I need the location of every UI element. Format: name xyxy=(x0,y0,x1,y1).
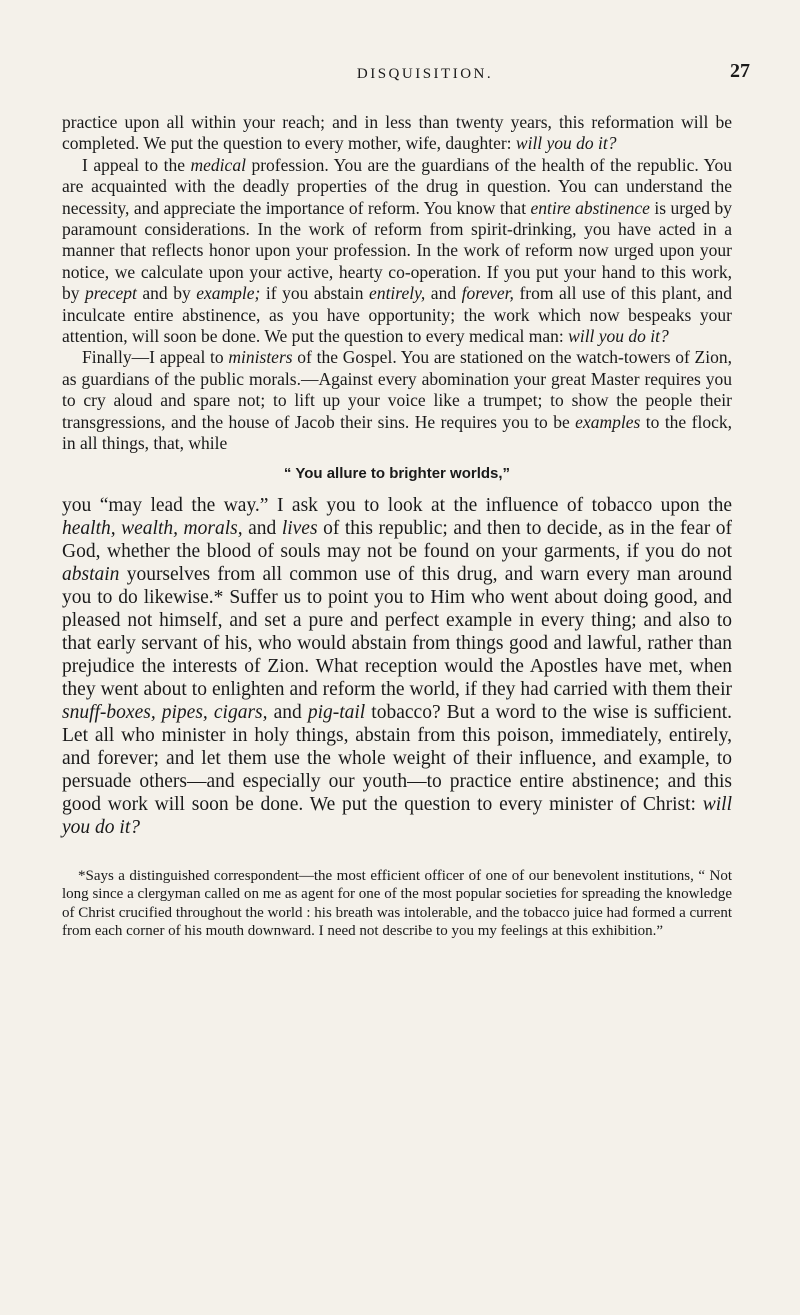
emphasis: entire abstinence xyxy=(530,197,650,218)
emphasis: will you do it? xyxy=(515,133,617,154)
text-run: and xyxy=(425,283,462,304)
emphasis: examples xyxy=(575,411,641,432)
emphasis: medical xyxy=(190,154,246,175)
emphasis: health, wealth, morals, xyxy=(62,517,243,539)
text-run: and xyxy=(267,701,308,723)
emphasis: snuff-boxes, pipes, cigars, xyxy=(62,701,268,723)
paragraph-ministers xyxy=(62,347,732,454)
text-run: tobacco? But a word to the wise is sufficient. Let all who minister in holy things, abstain from this poison, immediately, entirely, and forever; and let them use the whole weight of their influence, and example, to persuade others—and especially our youth—to practice entire abstinence; and this good work will soon be done. We put the question to every minister of Christ: xyxy=(62,701,732,815)
paragraph-mothers xyxy=(62,112,732,155)
text-run: and by xyxy=(136,283,197,304)
footnote: *Says a distinguished correspondent—the most efficient officer of one of our benevolent institutions, “ Not long since a clergyman called on me as agent for one of the most popular societies for spreading the knowledge of Christ crucified throughout the world : his breath was intolerable, and the tobacco juice had formed a current from each corner of his mouth downward. I need not describe to you my feelings at this exhibition.” xyxy=(62,867,732,939)
text-run: and xyxy=(242,517,282,539)
running-head xyxy=(100,60,750,90)
text-run: you “may lead the way.” I ask you to look at the influence of tobacco upon the xyxy=(62,494,732,516)
emphasis: lives xyxy=(281,517,318,539)
text-run: Finally—I appeal to xyxy=(82,347,229,368)
text-run: of this republic; and then to decide, as in the fear of God, whether the blood of souls may not be found on your garments, if you do not xyxy=(62,517,733,562)
text-run: is urged by paramount considerations. In the work of reform from spirit-drinking, you have acted in a manner that reflects honor upon your profession. In the work of reform now urged upon your notice, we calculate upon your active, hearty co-operation. If you put your hand to this work, by xyxy=(62,197,732,304)
text-column xyxy=(62,112,732,941)
text-run: if you abstain xyxy=(260,283,370,304)
text-run: I appeal to the xyxy=(82,154,191,175)
verse-quotation: “ You allure to brighter worlds,” xyxy=(283,464,511,482)
emphasis: forever, xyxy=(461,283,514,304)
paragraph-lead-the-way xyxy=(62,494,732,839)
emphasis: precept xyxy=(85,283,137,304)
text-run: profession. You are the guardians of the health of the republic. You are acquainted with the deadly properties of the drug in question. You can understand the necessity, and appreciate the importance of reform. You know that xyxy=(62,154,732,218)
paragraph-medical xyxy=(62,155,732,348)
text-run: from all use of this plant, and inculcate entire abstinence, as you have opportunity; the work which now bespeaks your attention, will soon be done. We put the question to every medical man: xyxy=(62,283,733,347)
emphasis: will you do it? xyxy=(568,326,669,347)
page-number: 27 xyxy=(730,60,750,82)
emphasis: ministers xyxy=(228,347,293,368)
emphasis: entirely, xyxy=(369,283,426,304)
text-run: practice upon all within your reach; and in less than twenty years, this reformation will be completed. We put the question to every mother, wife, daughter: xyxy=(62,112,732,154)
emphasis: will you do it? xyxy=(62,793,732,838)
running-title: DISQUISITION. xyxy=(356,66,494,82)
text-run: yourselves from all common use of this drug, and warn every man around you to do likewise.* Suffer us to point you to Him who went about doing good, and pleased not himself, and set a pure and perfect example in every thing; and also to that early servant of his, who would abstain from things good and lawful, rather than prejudice the interests of Zion. What reception would the Apostles have met, when they went about to enlighten and reform the world, if they had carried with them their xyxy=(62,563,732,700)
text-run: of the Gospel. You are stationed on the watch-towers of Zion, as guardians of the public morals.—Against every abomination your great Master requires you to cry aloud and spare not; to lift up your voice like a trumpet; to show the people their transgressions, and the house of Jacob their sins. He requires you to be xyxy=(62,347,732,432)
emphasis: abstain xyxy=(62,563,120,585)
emphasis: example; xyxy=(196,283,261,304)
emphasis: pig-tail xyxy=(307,701,366,723)
text-run: to the flock, in all things, that, while xyxy=(62,411,732,454)
